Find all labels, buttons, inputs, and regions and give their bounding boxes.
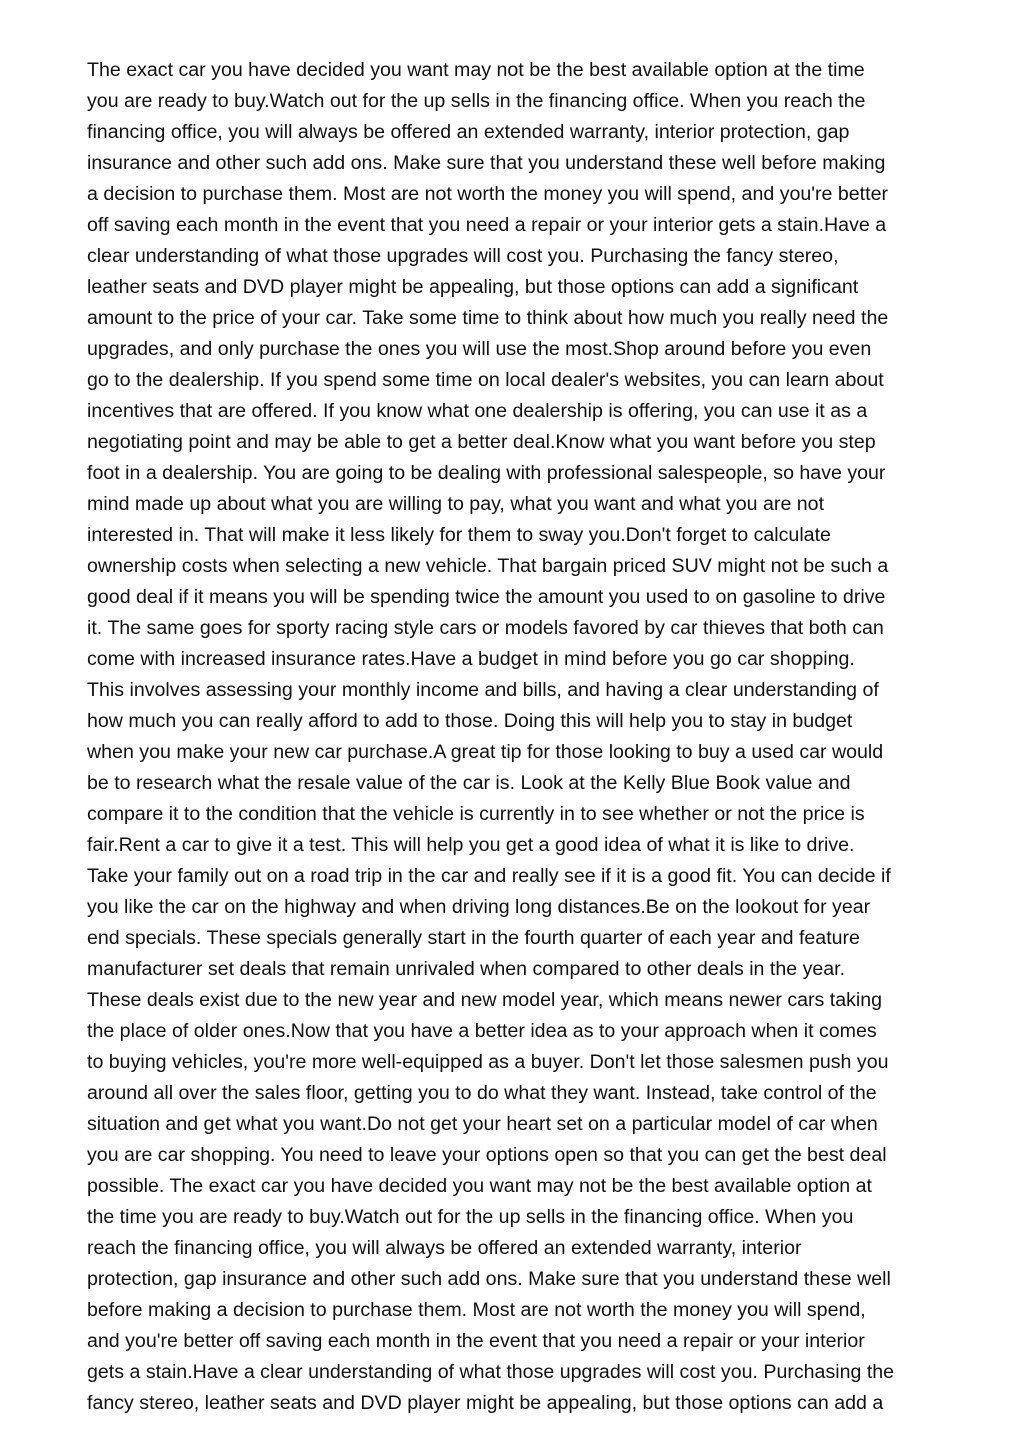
text-line: come with increased insurance rates.Have a budget in mind before you go car shopping. [87,648,855,670]
text-line: compare it to the condition that the vehicle is currently in to see whether or not the price is [87,803,865,825]
text-line: leather seats and DVD player might be appealing, but those options can add a significant [87,276,859,298]
text-line: end specials. These specials generally start in the fourth quarter of each year and feature [87,927,860,949]
text-line: The exact car you have decided you want may not be the best available option at the time [87,59,865,81]
text-line: before making a decision to purchase them. Most are not worth the money you will spend, [87,1299,866,1321]
text-line: a decision to purchase them. Most are not worth the money you will spend, and you're better [87,183,888,205]
text-line: good deal if it means you will be spending twice the amount you used to on gasoline to drive [87,586,886,608]
text-line: foot in a dealership. You are going to be dealing with professional salespeople, so have your [87,462,886,484]
text-line: and you're better off saving each month in the event that you need a repair or your interior [87,1330,865,1352]
document-body [87,55,957,1419]
text-line: around all over the sales floor, getting you to do what they want. Instead, take control of the [87,1082,877,1104]
text-line: off saving each month in the event that you need a repair or your interior gets a stain.Have a [87,214,887,236]
text-line: go to the dealership. If you spend some time on local dealer's websites, you can learn about [87,369,884,391]
text-line: Take your family out on a road trip in the car and really see if it is a good fit. You can decide if [87,865,891,887]
text-line: insurance and other such add ons. Make sure that you understand these well before making [87,152,886,174]
text-line: manufacturer set deals that remain unrivaled when compared to other deals in the year. [87,958,846,980]
text-line: you are car shopping. You need to leave your options open so that you can get the best deal [87,1144,887,1166]
text-line: it. The same goes for sporty racing style cars or models favored by car thieves that both can [87,617,884,639]
text-line: you like the car on the highway and when driving long distances.Be on the lookout for year [87,896,871,918]
text-line: negotiating point and may be able to get a better deal.Know what you want before you step [87,431,876,453]
text-line: financing office, you will always be offered an extended warranty, interior protection, gap [87,121,850,143]
text-line: when you make your new car purchase.A great tip for those looking to buy a used car would [87,741,884,763]
text-line: This involves assessing your monthly income and bills, and having a clear understanding of [87,679,879,701]
text-line: reach the financing office, you will always be offered an extended warranty, interior [87,1237,802,1259]
text-line: These deals exist due to the new year and new model year, which means newer cars taking [87,989,883,1011]
text-line: fair.Rent a car to give it a test. This will help you get a good idea of what it is like to drive. [87,834,855,856]
text-line: be to research what the resale value of the car is. Look at the Kelly Blue Book value and [87,772,851,794]
text-line: incentives that are offered. If you know what one dealership is offering, you can use it as a [87,400,868,422]
text-line: you are ready to buy.Watch out for the up sells in the financing office. When you reach the [87,90,866,112]
text-line: how much you can really afford to add to those. Doing this will help you to stay in budget [87,710,853,732]
text-line: gets a stain.Have a clear understanding of what those upgrades will cost you. Purchasing the [87,1361,895,1383]
text-line: amount to the price of your car. Take some time to think about how much you really need the [87,307,889,329]
text-line: situation and get what you want.Do not get your heart set on a particular model of car when [87,1113,878,1135]
text-line: the time you are ready to buy.Watch out for the up sells in the financing office. When you [87,1206,854,1228]
text-line: to buying vehicles, you're more well-equipped as a buyer. Don't let those salesmen push you [87,1051,889,1073]
text-line: protection, gap insurance and other such add ons. Make sure that you understand these well [87,1268,891,1290]
text-line: ownership costs when selecting a new vehicle. That bargain priced SUV might not be such a [87,555,889,577]
text-line: fancy stereo, leather seats and DVD player might be appealing, but those options can add a [87,1392,884,1414]
text-line: interested in. That will make it less likely for them to sway you.Don't forget to calculate [87,524,831,546]
text-line: mind made up about what you are willing to pay, what you want and what you are not [87,493,825,515]
text-line: upgrades, and only purchase the ones you will use the most.Shop around before you even [87,338,872,360]
text-line: clear understanding of what those upgrades will cost you. Purchasing the fancy stereo, [87,245,839,267]
text-line: possible. The exact car you have decided you want may not be the best available option at [87,1175,872,1197]
text-line: the place of older ones.Now that you have a better idea as to your approach when it comes [87,1020,877,1042]
